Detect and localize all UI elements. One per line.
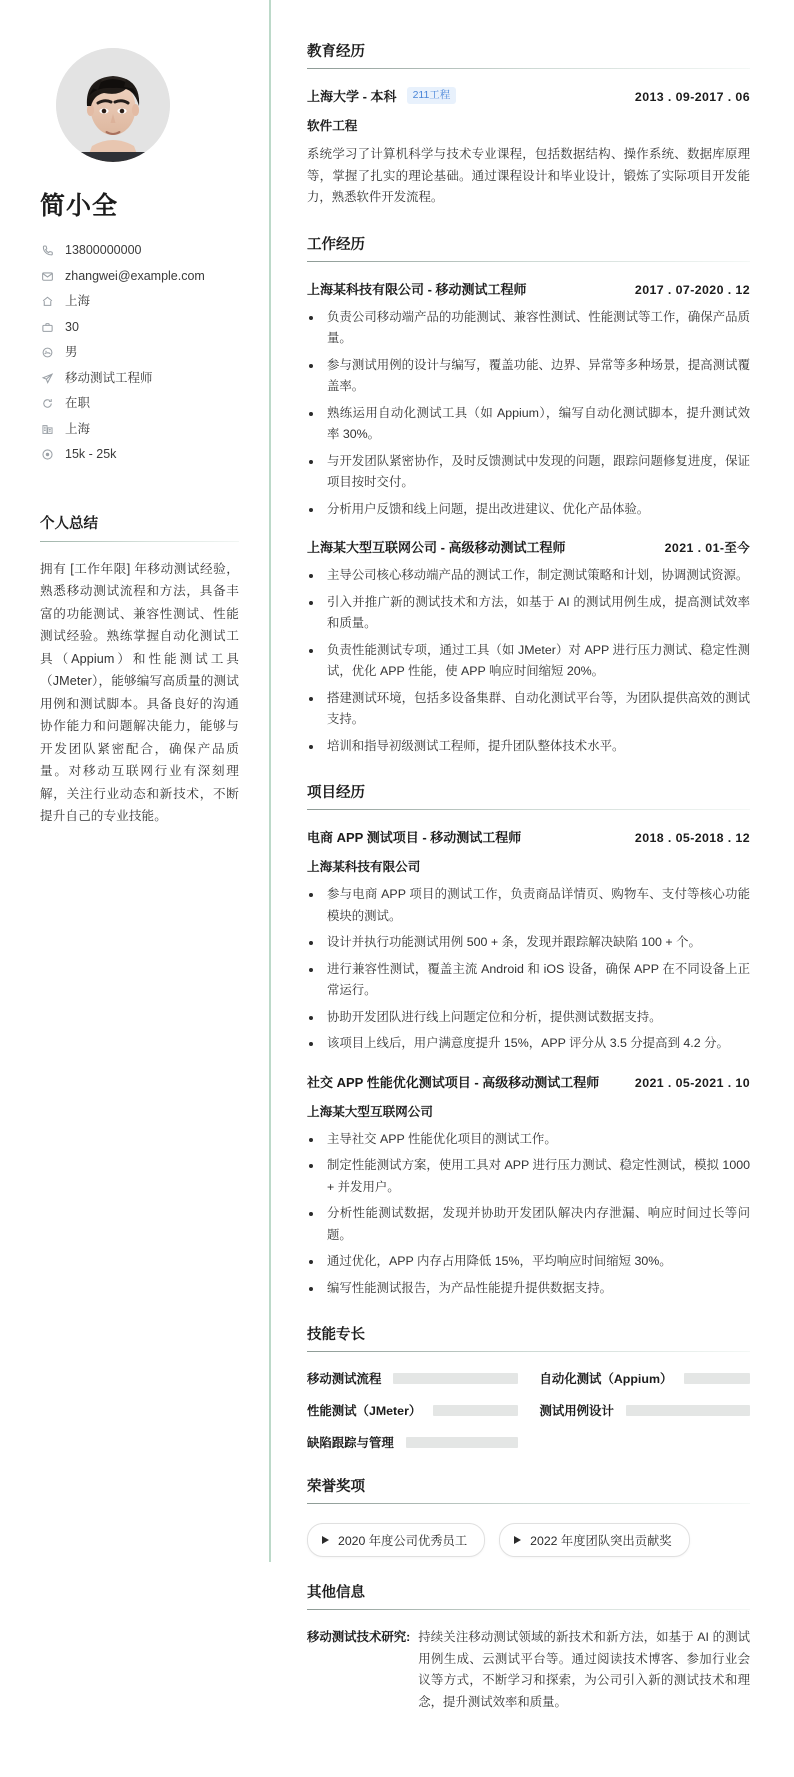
education-entry	[307, 86, 750, 209]
list-item: 培训和指导初级测试工程师，提升团队整体技术水平。	[307, 736, 750, 758]
contact-item-email	[40, 264, 239, 290]
work-bullets	[307, 565, 750, 757]
work-date: 2021 . 01-至今	[664, 541, 750, 555]
section-other	[307, 1581, 750, 1713]
portrait-photo-icon	[56, 48, 170, 162]
section-project	[307, 781, 750, 1299]
list-item: 编写性能测试报告，为产品性能提升提供数据支持。	[307, 1278, 750, 1300]
skill-label: 性能测试（JMeter）	[307, 1404, 422, 1418]
other-info-value: 持续关注移动测试领域的新技术和新方法，如基于 AI 的测试用例生成、云测试平台等。通过阅读技术博客、参加行业会议等方式，不断学习和探索，为公司引入新的测试技术和理念，提升测试效率和质量。	[418, 1630, 750, 1709]
education-date: 2013 . 09-2017 . 06	[634, 90, 750, 104]
honor-tag[interactable]	[499, 1523, 689, 1557]
work-title: 上海某科技有限公司 - 移动测试工程师	[307, 281, 527, 297]
skill-label: 自动化测试（Appium）	[539, 1372, 673, 1386]
contact-item-position	[40, 366, 239, 392]
list-item: 主导公司核心移动端产品的测试工作，制定测试策略和计划，协调测试资源。	[307, 565, 750, 587]
honor-label: 2022 年度团队突出贡献奖	[530, 1534, 672, 1548]
skill-label: 移动测试流程	[307, 1372, 382, 1386]
list-item: 主导社交 APP 性能优化项目的测试工作。	[307, 1129, 750, 1151]
contact-value: 30	[65, 319, 79, 334]
contact-value: 在职	[65, 396, 91, 410]
list-item: 负责公司移动端产品的功能测试、兼容性测试、性能测试等工作，确保产品质量。	[307, 307, 750, 350]
paper-plane-icon	[40, 371, 54, 385]
section-title-education: 教育经历	[307, 40, 750, 69]
contact-item-location	[40, 289, 239, 315]
entry-header	[307, 537, 750, 556]
contact-item-salary	[40, 442, 239, 468]
work-entry	[307, 279, 750, 521]
main-column	[271, 0, 794, 1777]
list-item: 协助开发团队进行线上问题定位和分析，提供测试数据支持。	[307, 1007, 750, 1029]
section-title-honors: 荣誉奖项	[307, 1475, 750, 1504]
contact-value: 移动测试工程师	[65, 370, 153, 385]
status-badge: 211工程	[407, 87, 457, 104]
section-title-skills: 技能专长	[307, 1323, 750, 1352]
list-item: 分析用户反馈和线上问题，提出改进建议、优化产品体验。	[307, 499, 750, 521]
contact-item-status	[40, 391, 239, 417]
play-triangle-icon	[514, 1536, 521, 1544]
contact-value: 男	[65, 345, 78, 359]
section-education	[307, 40, 750, 209]
skill-progress-track	[684, 1373, 750, 1384]
honor-label: 2020 年度公司优秀员工	[338, 1534, 468, 1548]
section-honors	[307, 1475, 750, 1557]
list-item: 设计并执行功能测试用例 500 + 条，发现并跟踪解决缺陷 100 + 个。	[307, 932, 750, 954]
entry-header	[307, 1072, 750, 1091]
list-item: 与开发团队紧密协作，及时反馈测试中发现的问题，跟踪问题修复进度，保证项目按时交付。	[307, 451, 750, 494]
honor-tag[interactable]	[307, 1523, 485, 1557]
skill-row-placeholder	[540, 1433, 751, 1451]
project-bullets	[307, 1129, 750, 1300]
list-item: 参与电商 APP 项目的测试工作，负责商品详情页、购物车、支付等核心功能模块的测试。	[307, 884, 750, 927]
project-entry	[307, 1072, 750, 1300]
section-title-other: 其他信息	[307, 1581, 750, 1610]
home-icon	[40, 295, 54, 309]
list-item: 熟练运用自动化测试工具（如 Appium），编写自动化测试脚本，提升测试效率 30%。	[307, 403, 750, 446]
sidebar	[0, 0, 271, 1562]
contact-item-city	[40, 417, 239, 443]
project-title: 社交 APP 性能优化测试项目 - 高级移动测试工程师	[307, 1074, 600, 1090]
education-school	[307, 86, 456, 105]
section-title-project: 项目经历	[307, 781, 750, 810]
section-title-summary: 个人总结	[40, 512, 239, 542]
work-bullets	[307, 307, 750, 521]
project-title: 电商 APP 测试项目 - 移动测试工程师	[307, 830, 522, 845]
contact-value: 15k - 25k	[65, 447, 117, 461]
list-item: 参与测试用例的设计与编写，覆盖功能、边界、异常等多种场景，提高测试覆盖率。	[307, 355, 750, 398]
skill-row	[540, 1401, 751, 1419]
skill-progress-track	[433, 1405, 517, 1416]
honor-list	[307, 1523, 750, 1557]
skill-row	[307, 1401, 518, 1419]
skill-label: 缺陷跟踪与管理	[307, 1436, 394, 1450]
contact-item-age	[40, 315, 239, 341]
page-title: 简小全	[40, 192, 119, 220]
list-item: 该项目上线后，用户满意度提升 15%，APP 评分从 3.5 分提高到 4.2 分。	[307, 1033, 750, 1055]
contact-item-gender	[40, 340, 239, 366]
project-company: 上海某科技有限公司	[307, 860, 421, 874]
section-title-work: 工作经历	[307, 233, 750, 262]
avatar	[56, 48, 170, 162]
envelope-icon	[40, 269, 54, 283]
list-item: 通过优化，APP 内存占用降低 15%，平均响应时间缩短 30%。	[307, 1251, 750, 1273]
education-school-label: 上海大学 - 本科	[307, 89, 397, 104]
list-item: 搭建测试环境，包括多设备集群、自动化测试平台等，为团队提供高效的测试支持。	[307, 688, 750, 731]
summary-text: 拥有 [工作年限] 年移动测试经验，熟悉移动测试流程和方法，具备丰富的功能测试、兼容性测试、性能测试经验。熟练掌握自动化测试工具（Appium）和性能测试工具（JMeter），能够编写高质量的测试用例和测试脚本。具备良好的沟通协作能力和问题解决能力，能够与开发团队紧密配合，确保产品质量。对移动互联网行业有深刻理解，关注行业动态和新技术，不断提升自己的专业技能。	[40, 561, 239, 823]
project-entry	[307, 827, 750, 1055]
contact-value: zhangwei@example.com	[65, 268, 205, 283]
project-bullets	[307, 884, 750, 1055]
project-company: 上海某大型互联网公司	[307, 1104, 433, 1119]
skill-row	[307, 1369, 518, 1387]
list-item: 制定性能测试方案，使用工具对 APP 进行压力测试、稳定性测试，模拟 1000 + 并发用户。	[307, 1155, 750, 1198]
contact-item-phone	[40, 238, 239, 264]
entry-header	[307, 86, 750, 105]
skills-grid	[307, 1369, 750, 1451]
skill-row	[540, 1369, 751, 1387]
contact-value: 上海	[65, 294, 91, 308]
section-work	[307, 233, 750, 758]
entry-header	[307, 827, 750, 846]
list-item: 进行兼容性测试，覆盖主流 Android 和 iOS 设备，确保 APP 在不同设备上正常运行。	[307, 959, 750, 1002]
skill-row	[307, 1433, 518, 1451]
skill-progress-track	[406, 1437, 518, 1448]
skill-progress-track	[393, 1373, 517, 1384]
contact-value: 13800000000	[65, 243, 142, 257]
contact-list	[40, 238, 239, 468]
salary-icon	[40, 448, 54, 462]
list-item: 负责性能测试专项，通过工具（如 JMeter）对 APP 进行压力测试、稳定性测试，优化 APP 性能，使 APP 响应时间缩短 20%。	[307, 640, 750, 683]
refresh-icon	[40, 397, 54, 411]
building-icon	[40, 422, 54, 436]
contact-value: 上海	[65, 421, 91, 436]
list-item: 引入并推广新的测试技术和方法，如基于 AI 的测试用例生成，提高测试效率和质量。	[307, 592, 750, 635]
education-major: 软件工程	[307, 119, 358, 133]
work-date: 2017 . 07-2020 . 12	[634, 282, 750, 297]
skill-label: 测试用例设计	[539, 1404, 614, 1418]
gender-icon	[40, 346, 54, 360]
briefcase-icon	[40, 320, 54, 334]
education-description: 系统学习了计算机科学与技术专业课程，包括数据结构、操作系统、数据库原理等，掌握了扎实的理论基础。通过课程设计和毕业设计，锻炼了实际项目开发能力，熟悉软件开发流程。	[307, 147, 750, 204]
other-info-row	[307, 1627, 750, 1713]
project-date: 2021 . 05-2021 . 10	[634, 1075, 750, 1090]
play-triangle-icon	[322, 1536, 329, 1544]
other-info-label: 移动测试技术研究:	[307, 1630, 411, 1644]
list-item: 分析性能测试数据，发现并协助开发团队解决内存泄漏、响应时间过长等问题。	[307, 1203, 750, 1246]
section-skills	[307, 1323, 750, 1451]
skill-progress-track	[626, 1405, 750, 1416]
work-title: 上海某大型互联网公司 - 高级移动测试工程师	[307, 540, 566, 555]
entry-header	[307, 279, 750, 298]
project-date: 2018 . 05-2018 . 12	[634, 831, 750, 845]
work-entry	[307, 537, 750, 757]
phone-icon	[40, 244, 54, 258]
